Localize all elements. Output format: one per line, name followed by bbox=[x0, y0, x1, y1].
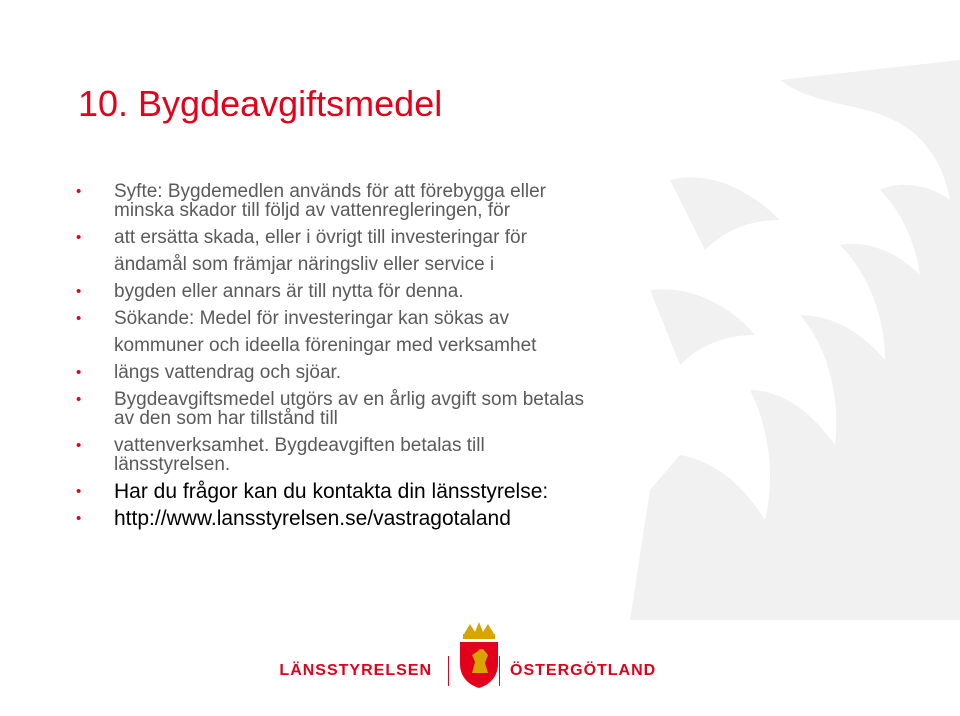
bullet-item bbox=[76, 505, 584, 532]
bullet-text: längs vattendrag och sjöar. bbox=[114, 362, 342, 383]
footer-org-name: LÄNSSTYRELSEN bbox=[279, 662, 432, 679]
bullet-marker: • bbox=[76, 437, 82, 454]
footer-divider bbox=[499, 656, 500, 686]
bullet-text: länsstyrelsen. bbox=[114, 454, 231, 475]
bullet-text: Bygdeavgiftsmedel utgörs av en årlig avgift som betalas bbox=[114, 389, 584, 410]
bullet-text: bygden eller annars är till nytta för denna. bbox=[114, 281, 464, 302]
bullet-marker: • bbox=[76, 510, 82, 527]
bullet-text: minska skador till följd av vattenregleringen, för bbox=[114, 200, 511, 221]
bullet-marker: • bbox=[76, 310, 82, 327]
bullet-text: av den som har tillstånd till bbox=[114, 408, 338, 429]
bullet-item bbox=[76, 432, 584, 478]
bullet-item bbox=[76, 224, 584, 278]
bullet-text: att ersätta skada, eller i övrigt till investeringar för bbox=[114, 227, 527, 248]
bullet-item bbox=[76, 178, 584, 224]
coat-of-arms-icon bbox=[456, 620, 502, 690]
bullet-marker: • bbox=[76, 229, 82, 246]
griffin-watermark bbox=[630, 60, 960, 620]
contact-text: Har du frågor kan du kontakta din länsstyrelse: bbox=[114, 480, 549, 503]
bullet-marker: • bbox=[76, 283, 82, 300]
bullet-text: Sökande: Medel för investeringar kan sökas av bbox=[114, 308, 509, 329]
website-link[interactable]: http://www.lansstyrelsen.se/vastragotaland bbox=[114, 507, 511, 530]
bullet-text: kommuner och ideella föreningar med verksamhet bbox=[114, 335, 537, 356]
bullet-item bbox=[76, 305, 584, 359]
bullet-item bbox=[76, 386, 584, 432]
bullet-text: vattenverksamhet. Bygdeavgiften betalas till bbox=[114, 435, 485, 456]
bullet-item bbox=[76, 478, 584, 505]
bullet-marker: • bbox=[76, 364, 82, 381]
bullet-item bbox=[76, 359, 584, 386]
bullet-text: ändamål som främjar näringsliv eller service i bbox=[114, 254, 495, 275]
bullet-marker: • bbox=[76, 391, 82, 408]
slide-title: 10. Bygdeavgiftsmedel bbox=[78, 83, 443, 124]
footer-divider bbox=[448, 656, 449, 686]
footer-region-name: ÖSTERGÖTLAND bbox=[510, 662, 657, 679]
footer bbox=[0, 620, 960, 716]
bullet-marker: • bbox=[76, 483, 82, 500]
bullet-item bbox=[76, 278, 584, 305]
bullet-text: Syfte: Bygdemedlen används för att förebygga eller bbox=[114, 181, 546, 202]
bullet-list bbox=[76, 178, 584, 532]
bullet-marker: • bbox=[76, 183, 82, 200]
